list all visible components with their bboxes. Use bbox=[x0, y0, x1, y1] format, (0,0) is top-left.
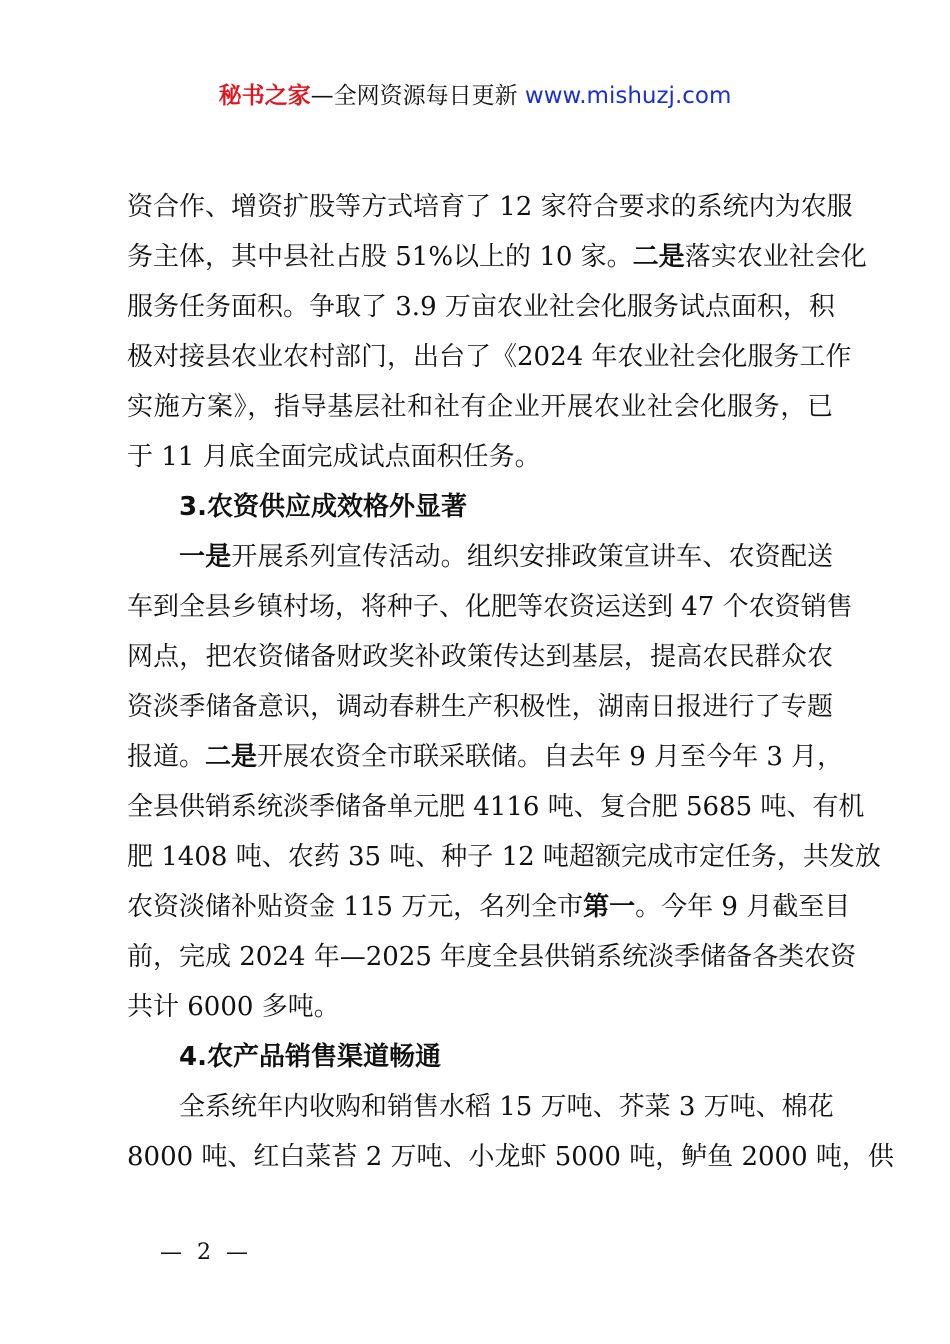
text-segment: 开展系列宣传活动。组织安排政策宣讲车、农资配送 bbox=[231, 542, 833, 572]
text-segment: 务主体，其中县社占股 51%以上的 10 家。 bbox=[127, 242, 633, 272]
bold-marker: 第一 bbox=[583, 892, 636, 922]
text-segment: 报道。 bbox=[127, 742, 206, 772]
document-body bbox=[127, 182, 894, 1182]
text-line bbox=[127, 232, 867, 282]
page-number: — 2 — bbox=[160, 1240, 252, 1265]
text-line: 资淡季储备意识，调动春耕生产积极性，湖南日报进行了专题 bbox=[127, 692, 833, 722]
text-segment: 。今年 9 月截至目 bbox=[635, 892, 851, 922]
text-line: 8000 吨、红白菜苔 2 万吨、小龙虾 5000 吨，鲈鱼 2000 吨，供 bbox=[127, 1142, 894, 1172]
brand-name: 秘书之家 bbox=[218, 83, 311, 109]
text-line: 肥 1408 吨、农药 35 吨、种子 12 吨超额完成市定任务，共发放 bbox=[127, 842, 881, 872]
section-heading-4: 4.农产品销售渠道畅通 bbox=[179, 1042, 441, 1072]
text-line: 资合作、增资扩股等方式培育了 12 家符合要求的系统内为农服 bbox=[127, 192, 853, 222]
site-url-link[interactable]: www.mishuzj.com bbox=[524, 83, 732, 109]
text-line bbox=[127, 532, 833, 582]
text-line: 共计 6000 多吨。 bbox=[127, 992, 340, 1022]
bold-marker: 一是 bbox=[179, 542, 232, 572]
text-line: 网点，把农资储备财政奖补政策传达到基层，提高农民群众农 bbox=[127, 642, 833, 672]
text-line: 于 11 月底全面完成试点面积任务。 bbox=[127, 442, 541, 472]
text-line: 实施方案》，指导基层社和社有企业开展农业社会化服务，已 bbox=[127, 392, 833, 422]
text-line bbox=[127, 882, 851, 932]
banner-tagline: —全网资源每日更新 bbox=[310, 83, 518, 109]
bold-marker: 二是 bbox=[205, 742, 258, 772]
text-segment: 落实农业社会化 bbox=[684, 242, 867, 272]
bold-marker: 二是 bbox=[632, 242, 685, 272]
text-line: 极对接县农业农村部门，出台了《2024 年农业社会化服务工作 bbox=[127, 342, 852, 372]
text-line bbox=[127, 732, 844, 782]
section-heading-3: 3.农资供应成效格外显著 bbox=[179, 492, 467, 522]
text-segment: 开展农资全市联采联储。自去年 9 月至今年 3 月， bbox=[257, 742, 844, 772]
text-segment: 农资淡储补贴资金 115 万元，名列全市 bbox=[127, 892, 584, 922]
text-line: 服务任务面积。争取了 3.9 万亩农业社会化服务试点面积，积 bbox=[127, 292, 835, 322]
site-banner bbox=[0, 78, 950, 114]
text-line: 全系统年内收购和销售水稻 15 万吨、芥菜 3 万吨、棉花 bbox=[179, 1092, 834, 1122]
text-line: 全县供销系统淡季储备单元肥 4116 吨、复合肥 5685 吨、有机 bbox=[127, 792, 865, 822]
text-line: 前，完成 2024 年—2025 年度全县供销系统淡季储备各类农资 bbox=[127, 942, 857, 972]
text-line: 车到全县乡镇村场，将种子、化肥等农资运送到 47 个农资销售 bbox=[127, 592, 853, 622]
